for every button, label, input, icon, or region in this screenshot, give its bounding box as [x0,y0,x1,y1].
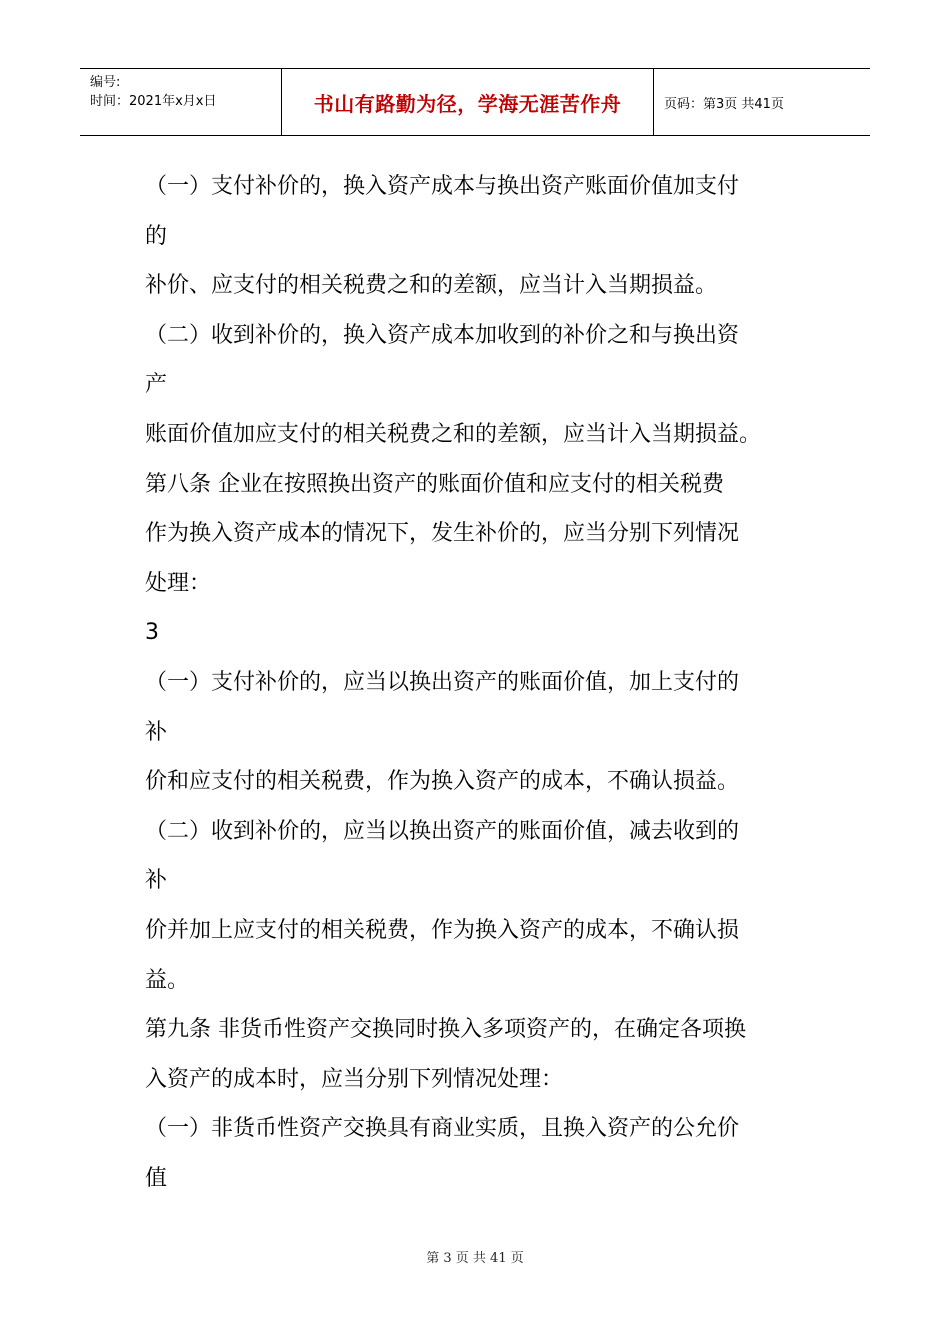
body-line: 的 [145,223,168,249]
body-line: 补 [145,868,168,894]
body-line: 第九条 非货币性资产交换同时换入多项资产的，在确定各项换 [145,1017,746,1043]
document-time-label: 时间：2021年x月x日 [90,94,217,109]
page-footer [0,1247,950,1266]
body-line: 处理： [145,570,212,596]
body-line: 价和应支付的相关税费，作为换入资产的成本，不确认损益。 [145,769,740,795]
body-line: 第八条 企业在按照换出资产的账面价值和应支付的相关税费 [145,471,724,497]
body-line: 产 [145,372,168,398]
body-line: （一）非货币性资产交换具有商业实质，且换入资产的公允价 [145,1116,740,1142]
header-page-cell [654,69,870,135]
header-motto-cell [282,69,654,135]
body-line: 3 [145,620,159,646]
body-line: 益。 [145,967,190,993]
header-page-info: 页码：第3页 共41页 [664,96,784,112]
body-line: （一）支付补价的，应当以换出资产的账面价值，加上支付的 [145,669,740,695]
page-header [80,68,870,136]
body-line: 补价、应支付的相关税费之和的差额，应当计入当期损益。 [145,273,718,299]
body-line: 值 [145,1165,168,1191]
body-line: （一）支付补价的，换入资产成本与换出资产账面价值加支付 [145,174,740,199]
header-motto: 书山有路勤为径，学海无涯苦作舟 [313,91,622,116]
header-meta-cell [80,69,282,135]
document-body [145,162,845,1203]
body-line: 入资产的成本时，应当分别下列情况处理： [145,1066,564,1092]
body-line: 补 [145,719,168,745]
body-line: 账面价值加应支付的相关税费之和的差额，应当计入当期损益。 [145,421,762,447]
body-line: （二）收到补价的，应当以换出资产的账面价值，减去收到的 [145,818,740,844]
document-number-label: 编号: [90,75,121,90]
body-line: （二）收到补价的，换入资产成本加收到的补价之和与换出资 [145,322,740,348]
body-line: 价并加上应支付的相关税费，作为换入资产的成本，不确认损 [145,917,740,943]
body-line: 作为换入资产成本的情况下，发生补价的，应当分别下列情况 [145,521,740,547]
footer-page-number: 第 3 页 共 41 页 [426,1251,524,1266]
